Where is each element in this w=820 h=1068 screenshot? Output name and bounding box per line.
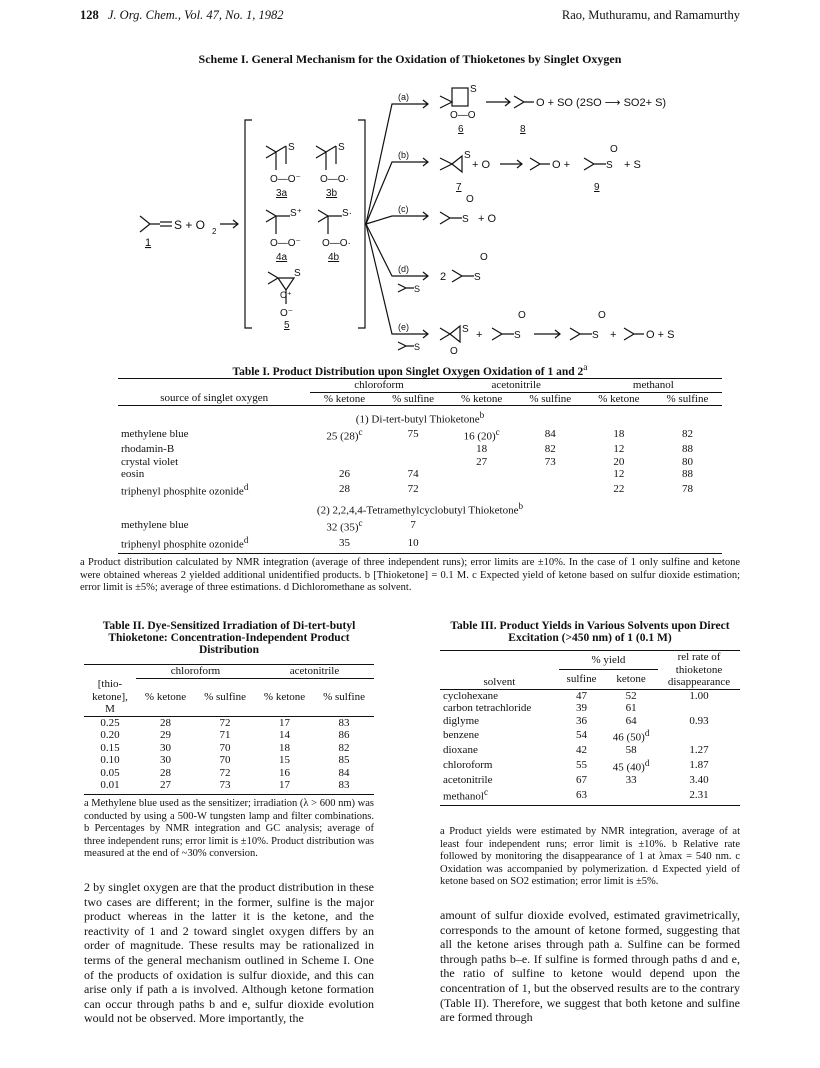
- label-3a: 3a: [276, 188, 288, 199]
- svg-text:O—O·: O—O·: [322, 238, 351, 249]
- table-row: methanol$^c$ 63 2.31: [443, 787, 709, 803]
- table1-section2: (2) 2,2,4,4-Tetramethylcyclobutyl Thioketone$^b$: [316, 500, 524, 517]
- table-row: 0.05 28 72 16 84: [100, 766, 350, 779]
- table1-caption: Table I. Product Distribution upon Singlet Oxygen Oxidation of 1 and 2$^a$: [232, 362, 588, 378]
- page-number: 128: [80, 8, 99, 22]
- reactant-1-structure: [140, 216, 172, 232]
- svg-text:O—O·: O—O·: [320, 174, 349, 185]
- table2: chloroform acetonitrile [thio-ketone], M % ketone % sulfine % ketone % sulfine 0.25 28 72 17 83 0.20 29 71 14 86 0.15 30 70 18 82 0.10 30 70 15 85 0.05 28 72 16 84 0.01 27 73 17 83: [84, 664, 374, 795]
- svg-text:O⁺: O⁺: [280, 290, 292, 300]
- table-row: carbon tetrachloride 39 61: [443, 702, 637, 714]
- table2-row-header: [thio-ketone], M: [92, 678, 128, 715]
- table-row: 0.15 30 70 18 82: [100, 741, 350, 754]
- table-row: dioxane 42 58 1.27: [443, 744, 709, 757]
- path-a-products: O + SO (2SO ⟶ SO2+ S): [536, 97, 667, 109]
- label-1: 1: [145, 237, 152, 249]
- label-6: 6: [458, 124, 464, 135]
- svg-text:O: O: [610, 144, 618, 155]
- journal-citation: J. Org. Chem., Vol. 47, No. 1, 1982: [107, 8, 284, 22]
- label-5: 5: [284, 320, 290, 331]
- body-text-right: amount of sulfur dioxide evolved, estimated gravimetrically, corresponds to the amount of ketone formed, suggesting that all the ketone arises through path a. Sulfine can be formed through paths b–e. If sulfine is formed through paths d and e, the ratio of sulfine to ketone would depend upon the concentration of 1, but the observed results are to the contrary (Table II). Therefore, we suggest that both ketone and sulfine are formed through: [440, 908, 740, 1025]
- label-7: 7: [456, 182, 462, 193]
- table3-footnote: a Product yields were estimated by NMR integration, average of at least four independent runs; error limit is ±10%. b Relative rate followed by monitoring the disappearance of 1 at λmax = 540 nm. c Oxidation was accompanied by polymerization. d Expected yield of ketone based on SO2 estimation; error limit is ±5%.: [440, 826, 740, 887]
- table3: solvent % yield rel rate of thioketone disappearance sulfine ketone cyclohexane 47 52 1.00 carbon tetrachloride 39 61 diglyme 36 64 0.93 benzene 54 46 $(50)^d$ dioxane 42 58 1.27 chloroform 55 45 $(40)^d$ 1.87 acetonitrile 67 33 3.40 methanol$^c$ 63 2.31: [440, 650, 740, 806]
- scheme-title: Scheme I. General Mechanism for the Oxidation of Thioketones by Singlet Oxygen: [198, 52, 622, 66]
- svg-text:O—O: O—O: [450, 110, 476, 121]
- svg-text:O—O⁻: O—O⁻: [270, 238, 301, 249]
- svg-text:S: S: [470, 84, 477, 95]
- table-row: triphenyl phosphite ozonide$^d$ 35 10: [121, 535, 419, 551]
- path-label-a: (a): [398, 92, 409, 102]
- svg-text:S: S: [288, 142, 295, 153]
- table-row: methylene blue 32 $(35)^c$ 7: [121, 518, 416, 534]
- intermediate-4b: [318, 210, 342, 234]
- svg-text:O: O: [480, 252, 488, 263]
- svg-text:+ O: + O: [478, 213, 497, 225]
- svg-text:+: +: [610, 329, 617, 341]
- svg-text:S: S: [514, 330, 521, 341]
- author-list: Rao, Muthuramu, and Ramamurthy: [561, 8, 740, 22]
- table1-solvent-0: chloroform: [310, 379, 447, 393]
- table-row: 0.25 28 72 17 83: [100, 716, 350, 729]
- table1: chloroform acetonitrile methanol source of singlet oxygen % ketone % sulfine % ketone % sulfine % ketone % sulfine (1) Di-tert-butyl Thioketone$^b$ methylene blue 25 $(28)^c$ 75 16 $(20)^c$ 84 18 82 rhodamin-B 18 82 12 88 crystal violet 27 73 20 80 eosin 26 74 12 88 triphenyl phosphite ozonide$^d$ 28 72 22 78 (2) 2,2,4,4-Tetramethylcyclobutyl Thioketone$^b$ methylene blue 32 $(35)^c$ 7 triphenyl phosphite ozonide$^d$ 35 10: [118, 378, 722, 554]
- reactant-text: S + O: [174, 218, 206, 232]
- svg-text:S: S: [338, 142, 345, 153]
- svg-text:S: S: [414, 284, 421, 294]
- svg-text:+: +: [476, 329, 483, 341]
- table1-section1: (1) Di-tert-butyl Thioketone$^b$: [355, 410, 485, 426]
- table-row: 0.10 30 70 15 85: [100, 754, 350, 766]
- table3-caption: Table III. Product Yields in Various Solvents upon Direct Excitation (>450 nm) of 1 (0.1 M): [450, 620, 730, 644]
- svg-text:O—O⁻: O—O⁻: [270, 174, 301, 185]
- svg-text:S: S: [606, 160, 613, 171]
- svg-text:O: O: [598, 310, 606, 321]
- table-row: chloroform 55 45 $(40)^d$ 1.87: [443, 757, 709, 774]
- svg-text:S·: S·: [342, 208, 352, 219]
- svg-text:O +: O +: [552, 159, 571, 171]
- table-row: 0.01 27 73 17 83: [100, 779, 350, 791]
- table-row: eosin 26 74 12 88: [121, 468, 693, 481]
- label-9: 9: [594, 182, 600, 193]
- label-4a: 4a: [276, 252, 288, 263]
- svg-text:O: O: [466, 194, 474, 205]
- table-row: 0.20 29 71 14 86: [100, 729, 350, 741]
- table1-row-header: source of singlet oxygen: [160, 392, 269, 405]
- svg-text:S: S: [294, 268, 301, 279]
- svg-text:O: O: [518, 310, 526, 321]
- table1-footnote: a Product distribution calculated by NMR integration (average of three independent runs); error limits are ±10%. In the case of 1 only sulfine and ketone were obtained whereas 2 yielded additional unidentified products. b [Thioketone] = 0.1 M. c Expected yield of ketone based on sulfur dioxide estimation; error limit is ±5%; average of three estimations. d Dichloromethane as solvent.: [80, 557, 740, 593]
- table-row: crystal violet 27 73 20 80: [121, 455, 693, 468]
- table-row: triphenyl phosphite ozonide$^d$ 28 72 22 78: [121, 481, 693, 498]
- intermediate-3b: [316, 146, 336, 170]
- svg-text:S: S: [462, 214, 469, 225]
- label-8: 8: [520, 124, 526, 135]
- svg-text:S: S: [462, 324, 469, 335]
- table-row: methylene blue 25 $(28)^c$ 75 16 $(20)^c$ 84 18 82: [121, 427, 693, 443]
- path-label-c: (c): [398, 204, 409, 214]
- table1-solvent-2: methanol: [585, 379, 722, 393]
- table-row: cyclohexane 47 52 1.00: [443, 689, 709, 702]
- svg-text:O: O: [450, 346, 458, 356]
- svg-text:S⁺: S⁺: [290, 208, 302, 219]
- svg-text:2: 2: [212, 227, 217, 236]
- table-row: benzene 54 46 $(50)^d$: [443, 728, 650, 744]
- dioxetane-6: [440, 88, 468, 108]
- table-row: rhodamin-B 18 82 12 88: [121, 443, 693, 456]
- svg-text:S: S: [474, 272, 481, 283]
- label-4b: 4b: [328, 252, 340, 263]
- svg-text:S: S: [592, 330, 599, 341]
- path-arrows: [366, 100, 428, 338]
- body-text-left: 2 by singlet oxygen are that the product distribution in these two cases are different; in the former, sulfine is the major product whereas in the latter it is the ketone, and the reactivity of 1 and 2 toward singlet oxygen differs by an order of magnitude. These results may be rationalized in terms of the general mechanism outlined in Scheme I. One of the products of oxidation is sulfur dioxide, and this can arise only if path a is involved. Although ketone formation can occur through paths b and e, sulfur dioxide evolution would not be observed. More importantly, the: [84, 880, 374, 1026]
- scheme-diagram: [0, 66, 820, 356]
- svg-text:+ O: + O: [472, 159, 491, 171]
- svg-text:2: 2: [440, 271, 447, 283]
- path-label-d: (d): [398, 264, 409, 274]
- running-header: [80, 8, 283, 23]
- svg-text:S: S: [464, 150, 471, 161]
- label-3b: 3b: [326, 188, 338, 199]
- table-row: diglyme 36 64 0.93: [443, 714, 709, 727]
- svg-text:S: S: [414, 342, 421, 352]
- table2-footnote: a Methylene blue used as the sensitizer; irradiation (λ > 600 nm) was conducted by using a 500-W tungsten lamp and filter combinations. b Percentages by NMR integration and GC analysis; average of three independent runs; error limit is ±10%. Product distribution was measured at the end of ~30% conversion.: [84, 798, 374, 859]
- table2-caption: Table II. Dye-Sensitized Irradiation of Di-tert-butyl Thioketone: Concentration-Independent Product Distribution: [102, 620, 356, 656]
- svg-text:O⁻: O⁻: [280, 308, 294, 319]
- intermediate-3a: [266, 146, 286, 170]
- svg-text:O + S: O + S: [646, 329, 675, 341]
- thiirane-7: [440, 156, 462, 172]
- table1-solvent-1: acetonitrile: [448, 379, 585, 393]
- intermediate-4a: [266, 210, 290, 234]
- svg-text:+ S: + S: [624, 159, 641, 171]
- table-row: acetonitrile 67 33 3.40: [443, 773, 709, 786]
- path-label-e: (e): [398, 322, 409, 332]
- path-label-b: (b): [398, 150, 409, 160]
